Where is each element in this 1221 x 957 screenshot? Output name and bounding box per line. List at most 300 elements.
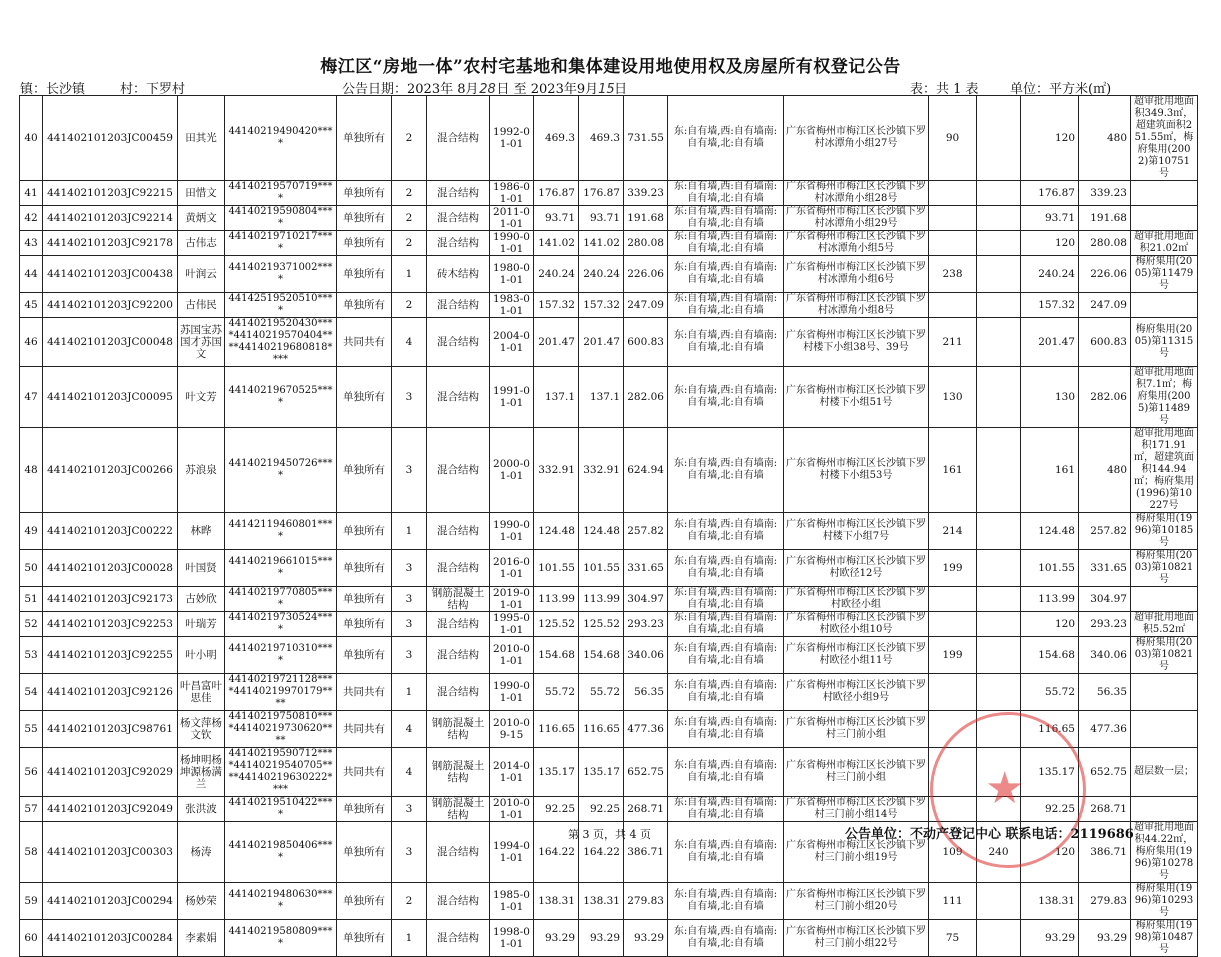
address: 广东省梅州市梅江区长沙镇下罗村欧径小组9号 bbox=[784, 674, 929, 711]
structure-type: 钢筋混凝土结构 bbox=[427, 797, 490, 822]
ownership-type: 共同共有 bbox=[337, 318, 392, 367]
date-day-end: 15 bbox=[598, 82, 615, 97]
floor-count: 4 bbox=[392, 318, 427, 367]
id-number: 44140219710310**** bbox=[225, 637, 337, 674]
approved-building-area bbox=[977, 318, 1021, 367]
land-area: 137.1 bbox=[534, 367, 579, 428]
approved-land-area: 111 bbox=[929, 883, 977, 920]
build-date: 2010-01-01 bbox=[490, 797, 534, 822]
remark bbox=[1131, 206, 1198, 231]
build-date: 1980-01-01 bbox=[490, 256, 534, 293]
row-number: 53 bbox=[20, 637, 43, 674]
id-number: 44142519520510**** bbox=[225, 293, 337, 318]
owner-name: 叶文芳 bbox=[178, 367, 225, 428]
building-area: 331.65 bbox=[624, 550, 668, 587]
registered-building-area: 279.83 bbox=[1079, 883, 1131, 920]
building-area: 652.75 bbox=[624, 748, 668, 797]
boundary: 东:自有墙,西:自有墙南:自有墙,北:自有墙 bbox=[668, 428, 784, 513]
ownership-type: 单独所有 bbox=[337, 293, 392, 318]
registered-building-area: 293.23 bbox=[1079, 612, 1131, 637]
id-number: 44140219580809**** bbox=[225, 920, 337, 957]
owner-name: 杨坤明杨坤源杨满兰 bbox=[178, 748, 225, 797]
remark: 梅府集用(2005)第11315号 bbox=[1131, 318, 1198, 367]
registered-land-area: 130 bbox=[1021, 367, 1079, 428]
row-number: 52 bbox=[20, 612, 43, 637]
remark: 超审批用地面积5.52㎡ bbox=[1131, 612, 1198, 637]
owner-name: 张洪波 bbox=[178, 797, 225, 822]
approved-land-area: 214 bbox=[929, 513, 977, 550]
land-area: 157.32 bbox=[534, 293, 579, 318]
row-number: 47 bbox=[20, 367, 43, 428]
address: 广东省梅州市梅江区长沙镇下罗村三门前小组22号 bbox=[784, 920, 929, 957]
boundary: 东:自有墙,西:自有墙南:自有墙,北:自有墙 bbox=[668, 231, 784, 256]
floor-count: 3 bbox=[392, 822, 427, 883]
remark bbox=[1131, 181, 1198, 206]
structure-type: 混合结构 bbox=[427, 293, 490, 318]
table-row bbox=[20, 587, 1198, 612]
structure-type: 钢筋混凝土结构 bbox=[427, 711, 490, 748]
build-date: 2016-01-01 bbox=[490, 550, 534, 587]
parcel-code: 441402101203JC00438 bbox=[43, 256, 178, 293]
table-row bbox=[20, 96, 1198, 181]
approved-building-area bbox=[977, 513, 1021, 550]
structure-type: 混合结构 bbox=[427, 428, 490, 513]
registered-building-area: 600.83 bbox=[1079, 318, 1131, 367]
approved-building-area bbox=[977, 256, 1021, 293]
parcel-code: 441402101203JC00095 bbox=[43, 367, 178, 428]
ownership-type: 单独所有 bbox=[337, 822, 392, 883]
owner-name: 杨妙荣 bbox=[178, 883, 225, 920]
floor-count: 3 bbox=[392, 612, 427, 637]
land-area: 135.17 bbox=[534, 748, 579, 797]
build-date: 1994-01-01 bbox=[490, 822, 534, 883]
approved-building-area bbox=[977, 674, 1021, 711]
registered-land-area: 101.55 bbox=[1021, 550, 1079, 587]
ownership-type: 单独所有 bbox=[337, 883, 392, 920]
parcel-code: 441402101203JC98761 bbox=[43, 711, 178, 748]
approved-building-area: 240 bbox=[977, 822, 1021, 883]
remark bbox=[1131, 587, 1198, 612]
table-row bbox=[20, 181, 1198, 206]
row-number: 46 bbox=[20, 318, 43, 367]
parcel-code: 441402101203JC92178 bbox=[43, 231, 178, 256]
owner-name: 叶瑞芳 bbox=[178, 612, 225, 637]
row-number: 48 bbox=[20, 428, 43, 513]
structure-type: 砖木结构 bbox=[427, 256, 490, 293]
owner-name: 古伟民 bbox=[178, 293, 225, 318]
build-date: 2010-01-01 bbox=[490, 637, 534, 674]
id-number: 44140219570719**** bbox=[225, 181, 337, 206]
table-row bbox=[20, 612, 1198, 637]
build-date: 2014-01-01 bbox=[490, 748, 534, 797]
structure-type: 混合结构 bbox=[427, 513, 490, 550]
id-number: 44140219450726**** bbox=[225, 428, 337, 513]
remark bbox=[1131, 674, 1198, 711]
land-area: 164.22 bbox=[534, 822, 579, 883]
building-area: 279.83 bbox=[624, 883, 668, 920]
date-mid: 日 至 2023年9月 bbox=[496, 82, 599, 97]
structure-type: 混合结构 bbox=[427, 612, 490, 637]
id-number: 44140219721128****44140219970179**** bbox=[225, 674, 337, 711]
notice-title: 梅江区“房地一体”农村宅基地和集体建设用地使用权及房屋所有权登记公告 bbox=[320, 57, 901, 77]
address: 广东省梅州市梅江区长沙镇下罗村三门前小组14号 bbox=[784, 797, 929, 822]
registered-land-area: 93.71 bbox=[1021, 206, 1079, 231]
approved-building-area bbox=[977, 637, 1021, 674]
occupied-area: 176.87 bbox=[579, 181, 624, 206]
row-number: 55 bbox=[20, 711, 43, 748]
owner-name: 苏国宝苏国才苏国文 bbox=[178, 318, 225, 367]
approved-building-area bbox=[977, 293, 1021, 318]
structure-type: 混合结构 bbox=[427, 822, 490, 883]
remark: 梅府集用(1996)第10185号 bbox=[1131, 513, 1198, 550]
owner-name: 李素娟 bbox=[178, 920, 225, 957]
approved-building-area bbox=[977, 883, 1021, 920]
boundary: 东:自有墙,西:自有墙南:自有墙,北:自有墙 bbox=[668, 293, 784, 318]
table-row bbox=[20, 637, 1198, 674]
id-number: 44140219770805**** bbox=[225, 587, 337, 612]
land-area: 332.91 bbox=[534, 428, 579, 513]
owner-name: 林晔 bbox=[178, 513, 225, 550]
land-area: 124.48 bbox=[534, 513, 579, 550]
id-number: 44140219590712****44140219540705****44140219630222**** bbox=[225, 748, 337, 797]
build-date: 2004-01-01 bbox=[490, 318, 534, 367]
floor-count: 2 bbox=[392, 206, 427, 231]
structure-type: 混合结构 bbox=[427, 674, 490, 711]
address: 广东省梅州市梅江区长沙镇下罗村冰潭角小组28号 bbox=[784, 181, 929, 206]
floor-count: 2 bbox=[392, 883, 427, 920]
registered-building-area: 477.36 bbox=[1079, 711, 1131, 748]
ownership-type: 单独所有 bbox=[337, 550, 392, 587]
build-date: 1991-01-01 bbox=[490, 367, 534, 428]
occupied-area: 154.68 bbox=[579, 637, 624, 674]
building-area: 624.94 bbox=[624, 428, 668, 513]
land-area: 141.02 bbox=[534, 231, 579, 256]
address: 广东省梅州市梅江区长沙镇下罗村冰潭角小组27号 bbox=[784, 96, 929, 181]
occupied-area: 164.22 bbox=[579, 822, 624, 883]
row-number: 43 bbox=[20, 231, 43, 256]
occupied-area: 137.1 bbox=[579, 367, 624, 428]
row-number: 41 bbox=[20, 181, 43, 206]
owner-name: 叶昌富叶思佳 bbox=[178, 674, 225, 711]
address: 广东省梅州市梅江区长沙镇下罗村楼下小组53号 bbox=[784, 428, 929, 513]
owner-name: 叶小明 bbox=[178, 637, 225, 674]
occupied-area: 201.47 bbox=[579, 318, 624, 367]
parcel-code: 441402101203JC92214 bbox=[43, 206, 178, 231]
row-number: 56 bbox=[20, 748, 43, 797]
registered-building-area: 93.29 bbox=[1079, 920, 1131, 957]
id-number: 44140219661015**** bbox=[225, 550, 337, 587]
remark: 超审批用地面积21.02㎡ bbox=[1131, 231, 1198, 256]
approved-land-area bbox=[929, 293, 977, 318]
registered-building-area: 191.68 bbox=[1079, 206, 1131, 231]
registered-building-area: 480 bbox=[1079, 96, 1131, 181]
structure-type: 钢筋混凝土结构 bbox=[427, 587, 490, 612]
building-area: 731.55 bbox=[624, 96, 668, 181]
land-area: 92.25 bbox=[534, 797, 579, 822]
registered-building-area: 282.06 bbox=[1079, 367, 1131, 428]
id-number: 44140219850406**** bbox=[225, 822, 337, 883]
approved-land-area: 109 bbox=[929, 822, 977, 883]
ownership-type: 单独所有 bbox=[337, 587, 392, 612]
registered-building-area: 652.75 bbox=[1079, 748, 1131, 797]
building-area: 304.97 bbox=[624, 587, 668, 612]
parcel-code: 441402101203JC00028 bbox=[43, 550, 178, 587]
approved-land-area: 199 bbox=[929, 550, 977, 587]
owner-name: 田其光 bbox=[178, 96, 225, 181]
sheet-count: 表：共 1 表 bbox=[910, 82, 979, 97]
address: 广东省梅州市梅江区长沙镇下罗村三门前小组 bbox=[784, 748, 929, 797]
floor-count: 3 bbox=[392, 367, 427, 428]
table-row bbox=[20, 256, 1198, 293]
ownership-type: 单独所有 bbox=[337, 181, 392, 206]
registered-building-area: 304.97 bbox=[1079, 587, 1131, 612]
date-suffix: 日 bbox=[614, 82, 628, 97]
registered-land-area: 120 bbox=[1021, 96, 1079, 181]
parcel-code: 441402101203JC92255 bbox=[43, 637, 178, 674]
structure-type: 混合结构 bbox=[427, 920, 490, 957]
building-area: 93.29 bbox=[624, 920, 668, 957]
table-row bbox=[20, 550, 1198, 587]
build-date: 2000-01-01 bbox=[490, 428, 534, 513]
parcel-code: 441402101203JC00294 bbox=[43, 883, 178, 920]
registered-land-area: 113.99 bbox=[1021, 587, 1079, 612]
town-label: 镇：长沙镇 bbox=[20, 82, 86, 97]
row-number: 49 bbox=[20, 513, 43, 550]
registered-building-area: 247.09 bbox=[1079, 293, 1131, 318]
remark bbox=[1131, 797, 1198, 822]
build-date: 2011-01-01 bbox=[490, 206, 534, 231]
land-area: 201.47 bbox=[534, 318, 579, 367]
address: 广东省梅州市梅江区长沙镇下罗村欧径小组10号 bbox=[784, 612, 929, 637]
build-date: 1983-01-01 bbox=[490, 293, 534, 318]
table-row bbox=[20, 920, 1198, 957]
floor-count: 3 bbox=[392, 587, 427, 612]
building-area: 247.09 bbox=[624, 293, 668, 318]
boundary: 东:自有墙,西:自有墙南:自有墙,北:自有墙 bbox=[668, 637, 784, 674]
ownership-type: 单独所有 bbox=[337, 367, 392, 428]
table-row bbox=[20, 513, 1198, 550]
address: 广东省梅州市梅江区长沙镇下罗村楼下小组38号、39号 bbox=[784, 318, 929, 367]
registered-building-area: 56.35 bbox=[1079, 674, 1131, 711]
build-date: 1986-01-01 bbox=[490, 181, 534, 206]
id-number: 44140219730524**** bbox=[225, 612, 337, 637]
ownership-type: 单独所有 bbox=[337, 96, 392, 181]
parcel-code: 441402101203JC00459 bbox=[43, 96, 178, 181]
address: 广东省梅州市梅江区长沙镇下罗村冰潭角小组8号 bbox=[784, 293, 929, 318]
row-number: 59 bbox=[20, 883, 43, 920]
row-number: 51 bbox=[20, 587, 43, 612]
approved-land-area bbox=[929, 674, 977, 711]
id-number: 44142119460801**** bbox=[225, 513, 337, 550]
table-row bbox=[20, 318, 1198, 367]
building-area: 600.83 bbox=[624, 318, 668, 367]
boundary: 东:自有墙,西:自有墙南:自有墙,北:自有墙 bbox=[668, 587, 784, 612]
approved-building-area bbox=[977, 920, 1021, 957]
address: 广东省梅州市梅江区长沙镇下罗村欧径小组 bbox=[784, 587, 929, 612]
row-number: 58 bbox=[20, 822, 43, 883]
land-area: 101.55 bbox=[534, 550, 579, 587]
village-label: 村：下罗村 bbox=[120, 82, 186, 97]
ownership-type: 共同共有 bbox=[337, 748, 392, 797]
boundary: 东:自有墙,西:自有墙南:自有墙,北:自有墙 bbox=[668, 674, 784, 711]
registered-land-area: 92.25 bbox=[1021, 797, 1079, 822]
boundary: 东:自有墙,西:自有墙南:自有墙,北:自有墙 bbox=[668, 748, 784, 797]
floor-count: 2 bbox=[392, 181, 427, 206]
registered-land-area: 138.31 bbox=[1021, 883, 1079, 920]
structure-type: 混合结构 bbox=[427, 883, 490, 920]
row-number: 42 bbox=[20, 206, 43, 231]
occupied-area: 240.24 bbox=[579, 256, 624, 293]
build-date: 1985-01-01 bbox=[490, 883, 534, 920]
unit-label: 单位：平方米(㎡) bbox=[1010, 82, 1112, 97]
remark: 梅府集用(1996)第10293号 bbox=[1131, 883, 1198, 920]
parcel-code: 441402101203JC00284 bbox=[43, 920, 178, 957]
id-number: 44140219670525**** bbox=[225, 367, 337, 428]
owner-name: 杨文萍杨文钦 bbox=[178, 711, 225, 748]
floor-count: 3 bbox=[392, 550, 427, 587]
parcel-code: 441402101203JC92215 bbox=[43, 181, 178, 206]
id-number: 44140219590804**** bbox=[225, 206, 337, 231]
approved-land-area: 130 bbox=[929, 367, 977, 428]
address: 广东省梅州市梅江区长沙镇下罗村楼下小组51号 bbox=[784, 367, 929, 428]
boundary: 东:自有墙,西:自有墙南:自有墙,北:自有墙 bbox=[668, 256, 784, 293]
building-area: 293.23 bbox=[624, 612, 668, 637]
address: 广东省梅州市梅江区长沙镇下罗村三门前小组 bbox=[784, 711, 929, 748]
registered-building-area: 339.23 bbox=[1079, 181, 1131, 206]
building-area: 268.71 bbox=[624, 797, 668, 822]
id-number: 44140219490420**** bbox=[225, 96, 337, 181]
building-area: 280.08 bbox=[624, 231, 668, 256]
remark: 超审批用地面积44.22㎡，梅府集用(1996)第10278号 bbox=[1131, 822, 1198, 883]
building-area: 340.06 bbox=[624, 637, 668, 674]
registered-building-area: 257.82 bbox=[1079, 513, 1131, 550]
ownership-type: 单独所有 bbox=[337, 231, 392, 256]
building-area: 477.36 bbox=[624, 711, 668, 748]
land-area: 176.87 bbox=[534, 181, 579, 206]
floor-count: 1 bbox=[392, 513, 427, 550]
build-date: 1998-01-01 bbox=[490, 920, 534, 957]
land-area: 113.99 bbox=[534, 587, 579, 612]
approved-land-area bbox=[929, 231, 977, 256]
floor-count: 4 bbox=[392, 748, 427, 797]
build-date: 2010-09-15 bbox=[490, 711, 534, 748]
boundary: 东:自有墙,西:自有墙南:自有墙,北:自有墙 bbox=[668, 822, 784, 883]
registered-land-area: 55.72 bbox=[1021, 674, 1079, 711]
build-date: 1995-01-01 bbox=[490, 612, 534, 637]
row-number: 50 bbox=[20, 550, 43, 587]
ownership-type: 单独所有 bbox=[337, 637, 392, 674]
occupied-area: 55.72 bbox=[579, 674, 624, 711]
floor-count: 1 bbox=[392, 920, 427, 957]
parcel-code: 441402101203JC92253 bbox=[43, 612, 178, 637]
floor-count: 3 bbox=[392, 428, 427, 513]
boundary: 东:自有墙,西:自有墙南:自有墙,北:自有墙 bbox=[668, 711, 784, 748]
table-row bbox=[20, 293, 1198, 318]
land-area: 93.71 bbox=[534, 206, 579, 231]
building-area: 226.06 bbox=[624, 256, 668, 293]
structure-type: 混合结构 bbox=[427, 206, 490, 231]
id-number: 44140219520430****44140219570404****44140219680818**** bbox=[225, 318, 337, 367]
registered-land-area: 116.65 bbox=[1021, 711, 1079, 748]
address: 广东省梅州市梅江区长沙镇下罗村欧径小组11号 bbox=[784, 637, 929, 674]
floor-count: 1 bbox=[392, 674, 427, 711]
id-number: 44140219371002**** bbox=[225, 256, 337, 293]
build-date: 1990-01-01 bbox=[490, 231, 534, 256]
parcel-code: 441402101203JC92049 bbox=[43, 797, 178, 822]
ownership-type: 单独所有 bbox=[337, 797, 392, 822]
occupied-area: 469.3 bbox=[579, 96, 624, 181]
registered-building-area: 280.08 bbox=[1079, 231, 1131, 256]
row-number: 60 bbox=[20, 920, 43, 957]
seal-star-icon: ★ bbox=[985, 763, 1025, 814]
registered-land-area: 135.17 bbox=[1021, 748, 1079, 797]
approved-building-area bbox=[977, 206, 1021, 231]
table-row bbox=[20, 428, 1198, 513]
registered-land-area: 124.48 bbox=[1021, 513, 1079, 550]
ownership-type: 单独所有 bbox=[337, 612, 392, 637]
registered-land-area: 240.24 bbox=[1021, 256, 1079, 293]
remark: 梅府集用(1998)第10487号 bbox=[1131, 920, 1198, 957]
floor-count: 2 bbox=[392, 231, 427, 256]
owner-name: 杨涛 bbox=[178, 822, 225, 883]
row-number: 57 bbox=[20, 797, 43, 822]
occupied-area: 157.32 bbox=[579, 293, 624, 318]
remark: 超审批用地面积7.1㎡；梅府集用(2005)第11489号 bbox=[1131, 367, 1198, 428]
building-area: 56.35 bbox=[624, 674, 668, 711]
build-date: 1992-01-01 bbox=[490, 96, 534, 181]
land-area: 240.24 bbox=[534, 256, 579, 293]
table-row bbox=[20, 206, 1198, 231]
structure-type: 混合结构 bbox=[427, 96, 490, 181]
owner-name: 古伟志 bbox=[178, 231, 225, 256]
occupied-area: 93.71 bbox=[579, 206, 624, 231]
occupied-area: 113.99 bbox=[579, 587, 624, 612]
floor-count: 4 bbox=[392, 711, 427, 748]
land-area: 55.72 bbox=[534, 674, 579, 711]
parcel-code: 441402101203JC00303 bbox=[43, 822, 178, 883]
table-row bbox=[20, 367, 1198, 428]
floor-count: 2 bbox=[392, 293, 427, 318]
building-area: 191.68 bbox=[624, 206, 668, 231]
approved-building-area bbox=[977, 612, 1021, 637]
occupied-area: 92.25 bbox=[579, 797, 624, 822]
land-area: 138.31 bbox=[534, 883, 579, 920]
parcel-code: 441402101203JC00048 bbox=[43, 318, 178, 367]
occupied-area: 93.29 bbox=[579, 920, 624, 957]
registered-land-area: 120 bbox=[1021, 822, 1079, 883]
building-area: 339.23 bbox=[624, 181, 668, 206]
address: 广东省梅州市梅江区长沙镇下罗村三门前小组19号 bbox=[784, 822, 929, 883]
remark: 超审批用地面积349.3㎡，超建筑面积251.55㎡，梅府集用(2002)第10751号 bbox=[1131, 96, 1198, 181]
building-area: 257.82 bbox=[624, 513, 668, 550]
boundary: 东:自有墙,西:自有墙南:自有墙,北:自有墙 bbox=[668, 612, 784, 637]
registered-land-area: 176.87 bbox=[1021, 181, 1079, 206]
parcel-code: 441402101203JC92200 bbox=[43, 293, 178, 318]
registered-land-area: 154.68 bbox=[1021, 637, 1079, 674]
boundary: 东:自有墙,西:自有墙南:自有墙,北:自有墙 bbox=[668, 920, 784, 957]
registered-land-area: 157.32 bbox=[1021, 293, 1079, 318]
boundary: 东:自有墙,西:自有墙南:自有墙,北:自有墙 bbox=[668, 513, 784, 550]
ownership-type: 单独所有 bbox=[337, 206, 392, 231]
remark: 超审批用地面积171.91㎡，超建筑面积144.94㎡；梅府集用(1996)第10227号 bbox=[1131, 428, 1198, 513]
approved-building-area bbox=[977, 587, 1021, 612]
approved-land-area bbox=[929, 612, 977, 637]
parcel-code: 441402101203JC92173 bbox=[43, 587, 178, 612]
id-number: 44140219710217**** bbox=[225, 231, 337, 256]
boundary: 东:自有墙,西:自有墙南:自有墙,北:自有墙 bbox=[668, 181, 784, 206]
row-number: 45 bbox=[20, 293, 43, 318]
registered-building-area: 331.65 bbox=[1079, 550, 1131, 587]
